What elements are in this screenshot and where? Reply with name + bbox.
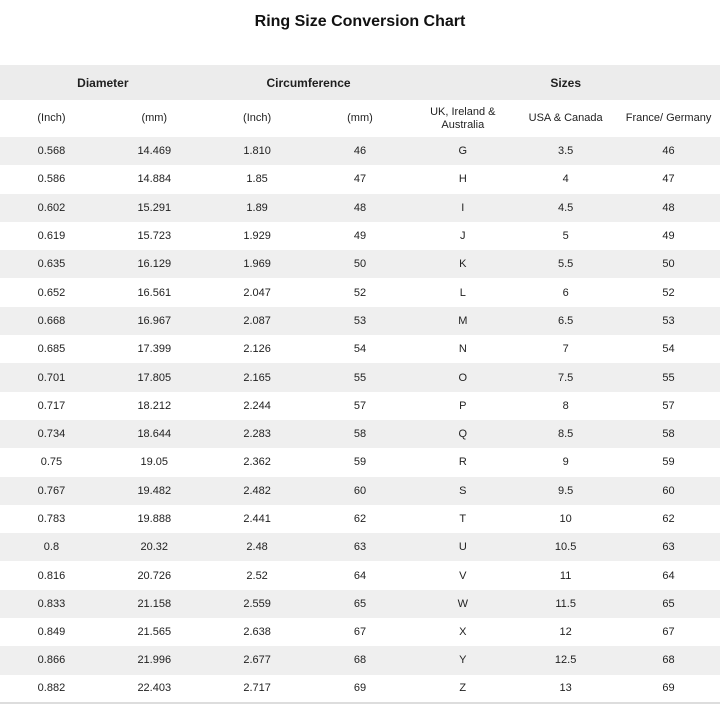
table-cell: 53 (662, 314, 675, 327)
table-cell: 0.717 (37, 399, 66, 412)
column-header-uk-ireland-australia: UK, Ireland & Australia (430, 105, 496, 131)
table-cell: Q (458, 428, 468, 441)
table-cell: O (458, 371, 468, 384)
table-cell: 2.244 (243, 399, 271, 412)
table-cell: T (459, 513, 467, 525)
table-cell: 4 (562, 173, 569, 186)
table-cell: 65 (353, 597, 367, 610)
table-cell: 52 (353, 286, 367, 299)
table-cell: Y (459, 654, 467, 667)
column-header-diameter-inch: (Inch) (37, 112, 66, 124)
table-cell: 46 (353, 145, 367, 158)
table-cell: 18.212 (137, 399, 172, 412)
table-cell: 59 (662, 456, 675, 469)
table-cell: 63 (353, 541, 367, 554)
table-cell: 1.969 (243, 258, 271, 271)
table-cell: 2.126 (243, 343, 271, 356)
table-cell: 1.89 (246, 201, 268, 214)
table-cell: 11.5 (555, 597, 576, 610)
table-cell: 21.996 (137, 654, 172, 667)
table-header (0, 65, 720, 137)
table-cell: 65 (662, 597, 675, 610)
table-cell: 58 (662, 428, 675, 441)
table-row (0, 278, 720, 306)
table-cell: 2.52 (246, 569, 268, 582)
table-cell: 0.849 (37, 626, 66, 639)
table-cell: H (458, 173, 467, 186)
table-cell: 16.561 (137, 286, 172, 299)
table-cell: 16.967 (137, 314, 172, 327)
table-cell: 54 (662, 343, 675, 356)
column-header-france-germany: France/ Germany (625, 112, 712, 124)
table-cell: J (460, 230, 466, 243)
group-header-sizes: Sizes (550, 75, 582, 90)
table-cell: R (458, 456, 467, 469)
table-cell: 49 (353, 230, 367, 243)
table-cell: 20.32 (140, 541, 169, 554)
table-cell: 0.882 (37, 682, 66, 695)
table-row (0, 335, 720, 363)
table-cell: 7.5 (557, 371, 574, 384)
table-row (0, 165, 720, 193)
table-cell: 19.05 (140, 456, 169, 469)
table-cell: 0.568 (37, 145, 66, 158)
table-cell: 0.619 (37, 230, 66, 243)
table-row (0, 448, 720, 476)
table-cell: 52 (662, 286, 675, 299)
table-cell: 46 (662, 145, 675, 158)
table-row (0, 675, 720, 703)
table-cell: 2.165 (243, 371, 271, 384)
table-cell: V (459, 569, 467, 582)
ring-size-conversion-table (0, 65, 720, 704)
table-cell: 63 (662, 541, 675, 554)
table-cell: 1.810 (243, 145, 271, 158)
table-cell: 13 (559, 682, 572, 695)
table-cell: 58 (353, 428, 367, 441)
table-cell: 50 (662, 258, 675, 271)
table-cell: G (458, 145, 468, 158)
group-header-circumference: Circumference (266, 75, 351, 90)
table-cell: 59 (353, 456, 367, 469)
table-cell: P (459, 399, 467, 412)
table-row (0, 363, 720, 391)
table-cell: S (459, 484, 467, 497)
table-cell: 19.482 (137, 484, 172, 497)
table-cell: 6 (562, 286, 569, 299)
table-cell: 2.362 (243, 456, 271, 469)
table-cell: U (458, 541, 467, 554)
group-header-diameter: Diameter (77, 75, 129, 90)
table-cell: 17.805 (137, 371, 172, 384)
table-cell: 64 (353, 569, 367, 582)
table-cell: 0.833 (37, 597, 66, 610)
table-cell: 9 (562, 456, 569, 469)
table-cell: 2.559 (243, 597, 271, 610)
table-cell: 0.866 (37, 654, 66, 667)
table-cell: 60 (353, 484, 367, 497)
table-cell: 0.602 (37, 201, 66, 214)
table-row (0, 533, 720, 561)
table-cell: 0.685 (37, 343, 66, 356)
table-cell: 19.888 (137, 513, 172, 525)
column-header-usa-canada: USA & Canada (528, 112, 603, 124)
table-cell: 21.158 (137, 597, 172, 610)
table-cell: 14.884 (137, 173, 172, 186)
table-row (0, 505, 720, 533)
table-cell: 57 (353, 399, 367, 412)
table-cell: 0.8 (43, 541, 60, 554)
group-header-row (0, 65, 720, 100)
table-cell: 55 (662, 371, 675, 384)
table-cell: 48 (353, 201, 367, 214)
table-row (0, 194, 720, 222)
table-cell: 49 (662, 230, 675, 243)
table-cell: 0.652 (37, 286, 66, 299)
column-header-row (0, 100, 720, 137)
table-cell: 67 (353, 626, 367, 639)
table-cell: 20.726 (137, 569, 172, 582)
table-cell: 0.767 (37, 484, 66, 497)
table-cell: 0.75 (40, 456, 63, 469)
table-cell: 47 (353, 173, 367, 186)
table-body (0, 137, 720, 703)
table-cell: 0.635 (37, 258, 66, 271)
table-cell: 15.723 (137, 230, 172, 243)
table-cell: 2.441 (243, 513, 271, 525)
table-cell: K (459, 258, 467, 271)
table-cell: 18.644 (137, 428, 172, 441)
table-row (0, 222, 720, 250)
table-cell: 21.565 (137, 626, 172, 639)
table-row (0, 307, 720, 335)
table-row (0, 392, 720, 420)
table-cell: 0.783 (37, 513, 66, 525)
table-cell: 2.48 (246, 541, 268, 554)
table-cell: 53 (353, 314, 367, 327)
table-cell: 47 (662, 173, 675, 186)
table-cell: 2.638 (243, 626, 271, 639)
table-row (0, 420, 720, 448)
table-cell: I (461, 201, 465, 214)
table-cell: 22.403 (137, 682, 172, 695)
table-cell: 17.399 (137, 343, 172, 356)
table-cell: 55 (353, 371, 367, 384)
table-cell: 1.929 (243, 230, 271, 243)
table-cell: Z (459, 682, 467, 695)
table-cell: 10.5 (554, 541, 577, 554)
table-cell: 69 (662, 682, 675, 695)
table-cell: 0.816 (37, 569, 66, 582)
table-cell: 8 (562, 399, 569, 412)
table-cell: 62 (353, 513, 367, 525)
table-row (0, 561, 720, 589)
page-title: Ring Size Conversion Chart (254, 13, 466, 30)
table-cell: 2.482 (243, 484, 271, 497)
table-cell: 2.087 (243, 314, 271, 327)
table-cell: 7 (562, 343, 569, 356)
table-cell: N (458, 343, 467, 356)
table-cell: 6.5 (557, 314, 574, 327)
table-cell: 64 (662, 569, 675, 582)
table-cell: 3.5 (557, 145, 574, 158)
column-header-diameter-mm: (mm) (141, 112, 168, 124)
table-row (0, 250, 720, 278)
table-cell: 54 (353, 343, 367, 356)
column-header-circumference-inch: (Inch) (243, 112, 272, 124)
table-cell: 0.701 (37, 371, 66, 384)
table-cell: 4.5 (557, 201, 574, 214)
table-cell: 2.283 (243, 428, 271, 441)
table-cell: 0.734 (37, 428, 66, 441)
table-cell: 5.5 (557, 258, 574, 271)
table-cell: 15.291 (137, 201, 172, 214)
table-cell: 12.5 (554, 654, 577, 667)
table-cell: X (459, 626, 467, 639)
table-cell: 11 (559, 569, 572, 582)
table-cell: 2.677 (243, 654, 271, 667)
table-row (0, 646, 720, 674)
table-cell: 2.717 (243, 682, 271, 695)
table-cell: 8.5 (557, 428, 574, 441)
table-cell: 62 (662, 513, 675, 525)
table-cell: 10 (559, 513, 572, 525)
table-cell: W (457, 597, 468, 610)
table-cell: L (459, 286, 466, 299)
table-row (0, 618, 720, 646)
table-cell: 12 (559, 626, 572, 639)
table-cell: 68 (353, 654, 367, 667)
table-cell: 2.047 (243, 286, 271, 299)
table-cell: 9.5 (557, 484, 574, 497)
table-cell: 67 (662, 626, 675, 639)
table-cell: M (458, 314, 468, 327)
table-cell: 0.586 (37, 173, 66, 186)
table-cell: 48 (662, 201, 675, 214)
table-cell: 60 (662, 484, 675, 497)
table-cell: 68 (662, 654, 675, 667)
table-cell: 69 (353, 682, 367, 695)
table-cell: 5 (562, 230, 569, 243)
table-cell: 14.469 (137, 145, 172, 158)
table-row (0, 137, 720, 165)
table-cell: 57 (662, 399, 675, 412)
column-header-circumference-mm: (mm) (347, 112, 373, 124)
table-cell: 50 (353, 258, 367, 271)
table-row (0, 477, 720, 505)
table-row (0, 590, 720, 618)
table-cell: 1.85 (246, 173, 268, 186)
table-cell: 16.129 (137, 258, 172, 271)
table-cell: 0.668 (37, 314, 66, 327)
